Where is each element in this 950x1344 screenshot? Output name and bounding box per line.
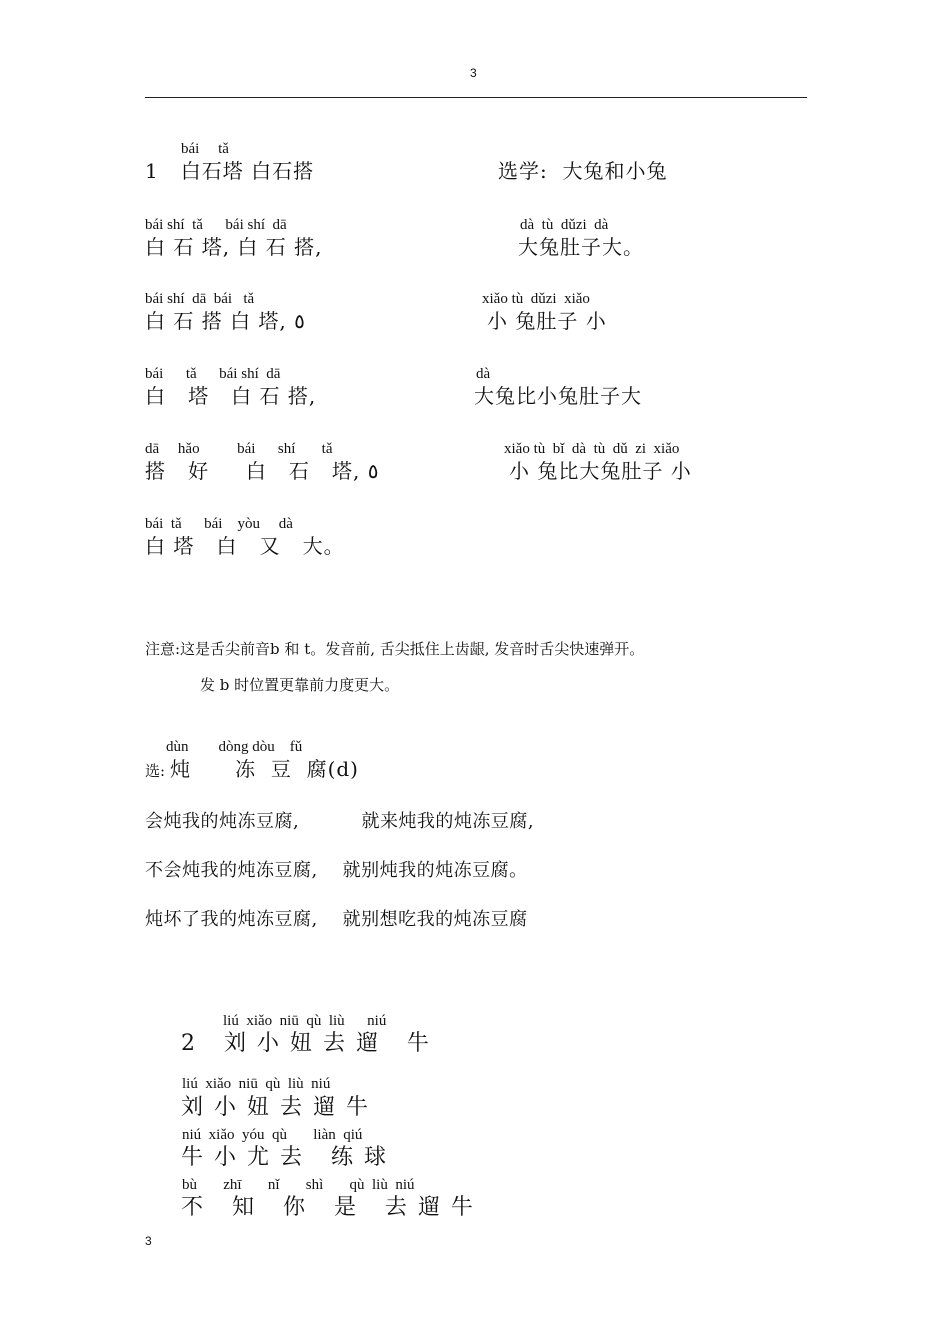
section1-title-pinyin: bái tǎ bbox=[181, 141, 229, 157]
section2-line-2-pinyin: niú xiǎo yóu qù liàn qiú bbox=[182, 1127, 363, 1143]
section2-title: 2 刘 小 妞 去 遛 牛 bbox=[181, 1031, 431, 1056]
left-line-4-pinyin: dā hǎo bái shí tǎ bbox=[145, 441, 333, 457]
note-line-1: 注意:这是舌尖前音b 和 t。发音前, 舌尖抵住上齿龈, 发音时舌尖快速弹开。 bbox=[145, 640, 645, 658]
section2-line-1-text: 刘 小 妞 去 遛 牛 bbox=[181, 1095, 370, 1120]
page-number-footer: 3 bbox=[145, 1234, 152, 1248]
section2-title-pinyin: liú xiǎo niū qù liù niú bbox=[223, 1013, 387, 1029]
section2-line-3-text: 不 知 你 是 去 遛 牛 bbox=[181, 1195, 475, 1220]
page-number-header: 3 bbox=[470, 66, 477, 80]
section1-right-title: 选学: 大兔和小兔 bbox=[498, 159, 668, 183]
section2-line-2-text: 牛 小 尤 去 练 球 bbox=[181, 1145, 388, 1170]
left-line-4-text: 搭 好 白 石 塔, ٥ bbox=[145, 459, 379, 483]
right-line-2-text: 小 兔肚子 小 bbox=[487, 309, 607, 333]
header-rule bbox=[145, 97, 807, 98]
left-line-1-text: 白 石 塔, 白 石 搭, bbox=[145, 235, 323, 259]
section1-title: 1 白石塔 白石搭 bbox=[145, 159, 315, 183]
section2-line-1-pinyin: liú xiǎo niū qù liù niú bbox=[182, 1076, 331, 1092]
right-line-4-text: 小 兔比大兔肚子 小 bbox=[509, 459, 692, 483]
right-line-3-pinyin: dà bbox=[476, 366, 491, 382]
tofu-line-1: 会炖我的炖冻豆腐, 就来炖我的炖冻豆腐, bbox=[145, 811, 535, 832]
left-line-1-pinyin: bái shí tǎ bái shí dā bbox=[145, 217, 287, 233]
tofu-line-3: 炖坏了我的炖冻豆腐, 就别想吃我的炖冻豆腐 bbox=[145, 909, 528, 930]
right-line-4-pinyin: xiǎo tù bǐ dà tù dǔ zi xiǎo bbox=[504, 441, 680, 457]
right-line-1-pinyin: dà tù dǔzi dà bbox=[520, 217, 609, 233]
right-line-3-text: 大兔比小兔肚子大 bbox=[474, 384, 642, 408]
left-line-2-text: 白 石 搭 白 塔, ٥ bbox=[145, 309, 305, 333]
tofu-line-2: 不会炖我的炖冻豆腐, 就别炖我的炖冻豆腐。 bbox=[145, 860, 528, 881]
left-line-2-pinyin: bái shí dā bái tǎ bbox=[145, 291, 255, 307]
right-line-1-text: 大兔肚子大。 bbox=[518, 235, 644, 259]
left-line-3-pinyin: bái tǎ bái shí dā bbox=[145, 366, 281, 382]
left-line-5-text: 白 塔 白 又 大。 bbox=[145, 534, 345, 558]
right-line-2-pinyin: xiǎo tù dǔzi xiǎo bbox=[482, 291, 590, 307]
note-line-2: 发 b 时位置更靠前力度更大。 bbox=[200, 676, 400, 694]
tofu-title-pinyin: dùn dòng dòu fǔ bbox=[166, 739, 303, 755]
tofu-prefix: 选: bbox=[145, 762, 166, 780]
left-line-3-text: 白 塔 白 石 搭, bbox=[145, 384, 317, 408]
tofu-title: 炖 冻 豆 腐(d) bbox=[170, 757, 359, 781]
section2-line-3-pinyin: bù zhī nǐ shì qù liù niú bbox=[182, 1177, 415, 1193]
left-line-5-pinyin: bái tǎ bái yòu dà bbox=[145, 516, 293, 532]
